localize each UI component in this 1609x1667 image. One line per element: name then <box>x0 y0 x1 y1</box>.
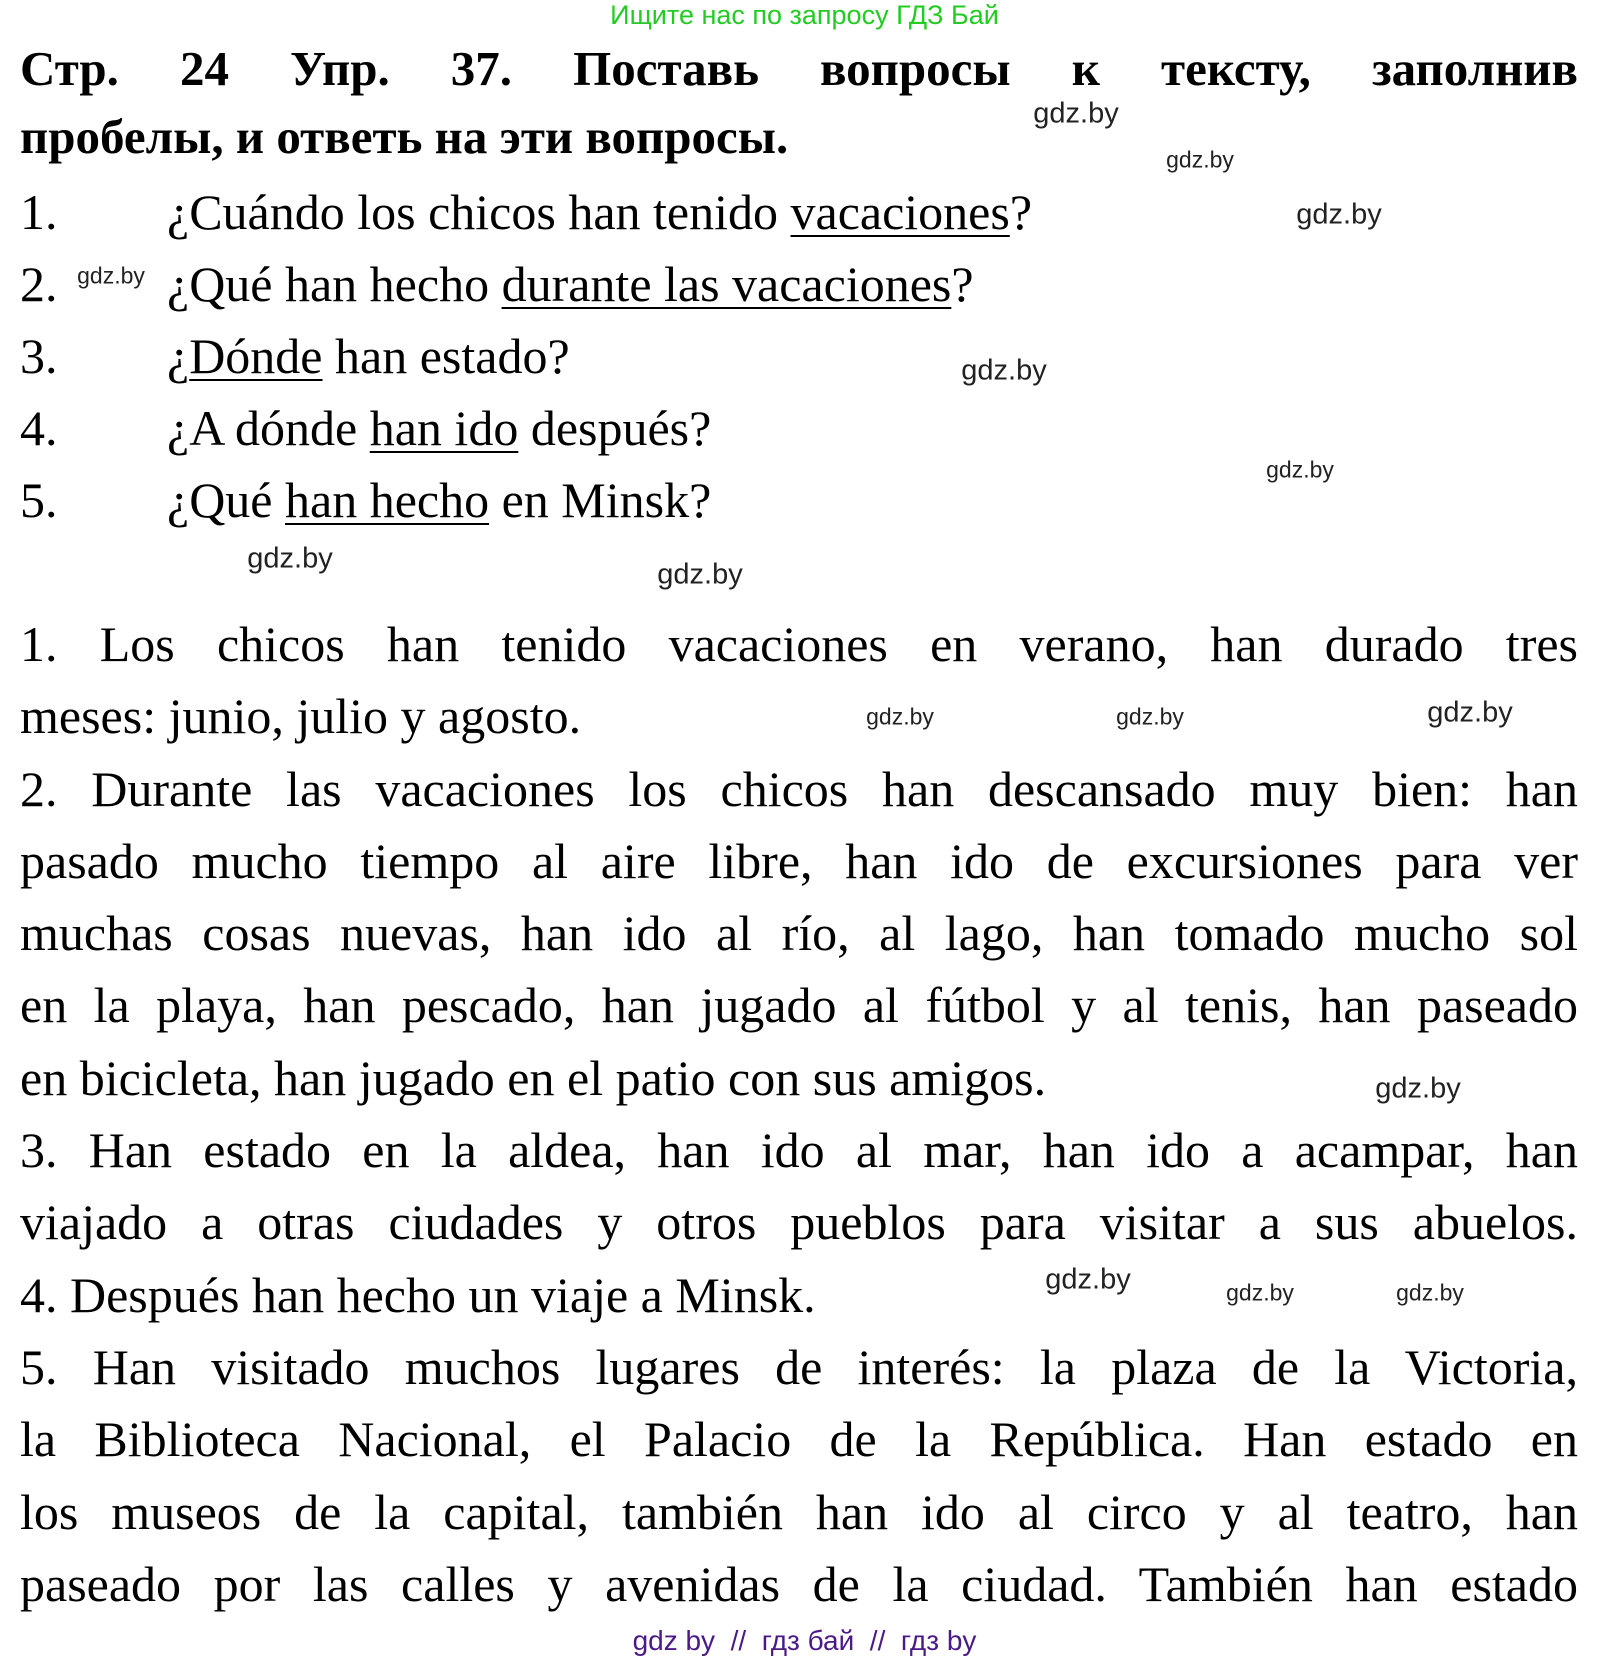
answer-line: 3. Han estado en la aldea, han ido al mar, han ido a acampar, han <box>20 1122 1578 1179</box>
watermark: gdz.by <box>1045 1263 1131 1296</box>
title-line: пробелы, и ответь на эти вопросы. <box>20 109 789 164</box>
watermark: gdz.by <box>1375 1072 1461 1105</box>
question-post: ? <box>1009 184 1033 240</box>
answers-text <box>20 608 1578 1620</box>
answer-line: la Biblioteca Nacional, el Palacio de la República. Han estado en <box>20 1411 1578 1468</box>
watermark: gdz.by <box>1033 97 1119 130</box>
watermark: gdz.by <box>77 262 145 289</box>
question-post: después? <box>518 400 712 456</box>
title-line: Стр. 24 Упр. 37. Поставь вопросы к тексту, заполнив <box>20 41 1578 96</box>
question-number: 5. <box>20 472 58 528</box>
watermark: gdz.by <box>657 558 743 591</box>
answer-line: meses: junio, julio y agosto. <box>20 688 582 745</box>
answer-line: viajado a otras ciudades y otros pueblos para visitar a sus abuelos. <box>20 1194 1578 1251</box>
question-text <box>167 470 711 530</box>
watermark: gdz.by <box>866 703 934 730</box>
question-pre: ¿ <box>167 328 190 384</box>
question-underlined: han ido <box>369 400 519 456</box>
question-underlined: Dónde <box>189 328 323 384</box>
question-number: 3. <box>20 328 58 384</box>
question-post: en Minsk? <box>489 472 712 528</box>
watermark: gdz.by <box>1266 456 1334 483</box>
answer-line: paseado por las calles y avenidas de la ciudad. También han estado <box>20 1555 1578 1612</box>
page-title <box>20 35 1578 171</box>
answer-line: 1. Los chicos han tenido vacaciones en verano, han durado tres <box>20 616 1578 672</box>
question-pre: ¿Qué han hecho <box>167 256 502 312</box>
question-text <box>167 398 711 458</box>
answer-line: 5. Han visitado muchos lugares de interés: la plaza de la Victoria, <box>20 1338 1578 1395</box>
answer-line: muchas cosas nuevas, han ido al río, al lago, han tomado mucho sol <box>20 905 1578 962</box>
question-text <box>167 254 974 314</box>
question-post: han estado? <box>322 328 570 384</box>
question-pre: ¿A dónde <box>167 400 370 456</box>
answer-line: los museos de la capital, también han ido al circo y al teatro, han <box>20 1483 1578 1540</box>
question-pre: ¿Cuándo los chicos han tenido <box>167 184 791 240</box>
watermark: gdz.by <box>1296 198 1382 231</box>
question-underlined: durante las vacaciones <box>501 256 952 312</box>
question-text <box>167 182 1032 242</box>
question-text <box>167 326 570 386</box>
watermark: gdz.by <box>1116 703 1184 730</box>
watermark: gdz.by <box>1427 696 1513 729</box>
question-underlined: vacaciones <box>790 184 1010 240</box>
answer-line: 2. Durante las vacaciones los chicos han descansado muy bien: han <box>20 760 1578 817</box>
answer-line: en bicicleta, han jugado en el patio con sus amigos. <box>20 1049 1047 1106</box>
watermark: gdz.by <box>961 354 1047 387</box>
answer-line: pasado mucho tiempo al aire libre, han ido de excursiones para ver <box>20 832 1578 889</box>
question-post: ? <box>951 256 974 312</box>
watermark: gdz.by <box>247 542 333 575</box>
question-number: 1. <box>20 184 58 240</box>
watermark: gdz.by <box>1166 146 1234 173</box>
question-underlined: han hecho <box>285 472 490 528</box>
answer-line: 4. Después han hecho un viaje a Minsk. <box>20 1266 816 1323</box>
watermark: gdz.by <box>1226 1279 1294 1306</box>
question-pre: ¿Qué <box>167 472 285 528</box>
search-banner: Ищите нас по запросу ГДЗ Бай <box>610 0 999 30</box>
footer-links: gdz by // гдз бай // гдз by <box>632 1625 977 1656</box>
watermark: gdz.by <box>1396 1279 1464 1306</box>
question-number: 4. <box>20 400 58 456</box>
question-number: 2. <box>20 256 58 312</box>
answer-line: en la playa, han pescado, han jugado al fútbol y al tenis, han paseado <box>20 977 1578 1034</box>
